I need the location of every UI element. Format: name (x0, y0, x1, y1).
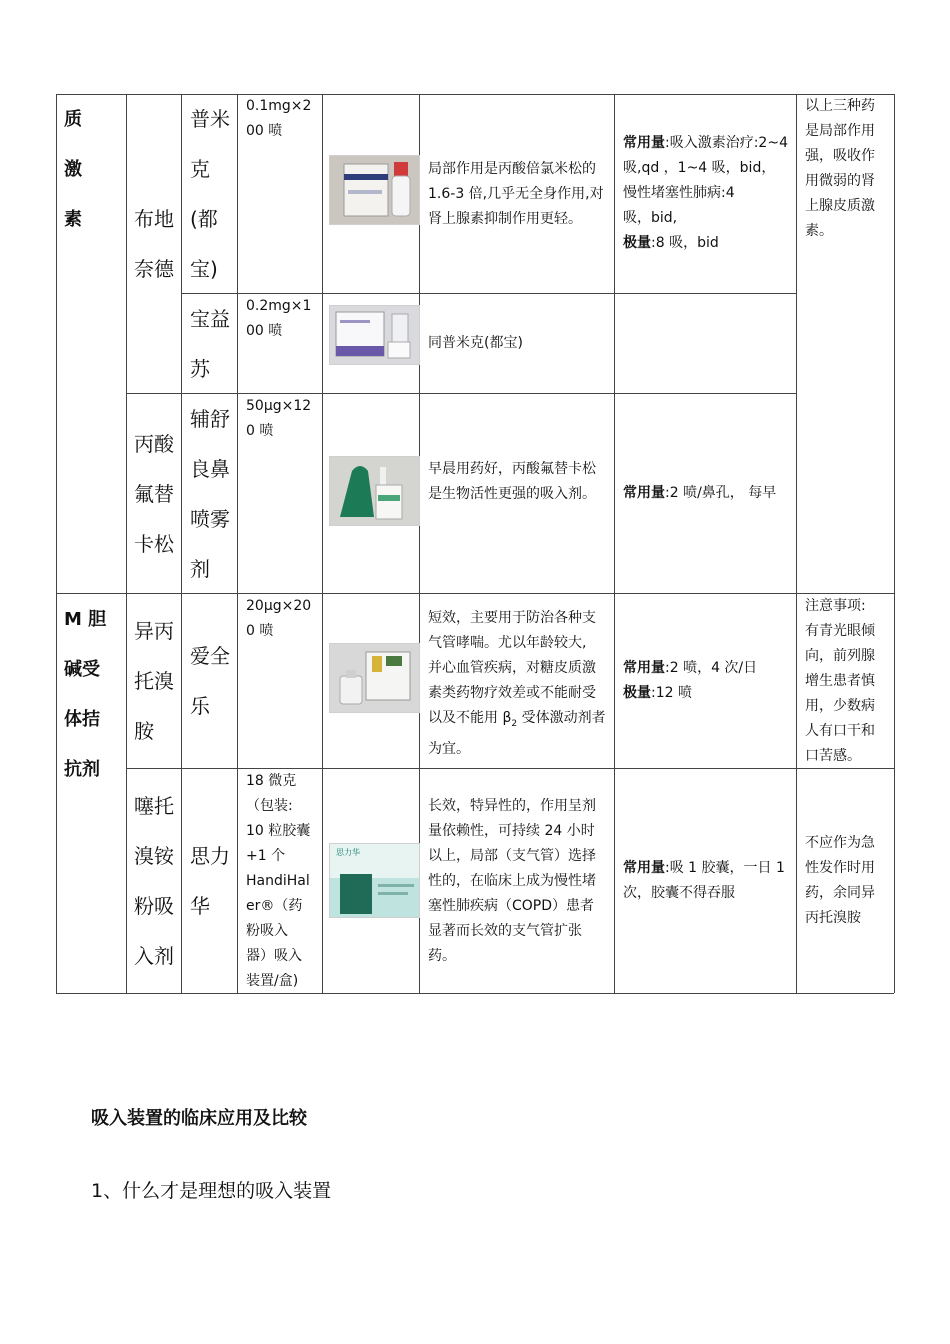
generic-tiotropium: 噻托 溴铵 粉吸 入剂 (134, 794, 174, 968)
class-corticosteroid-cell: 质 激 素 (64, 109, 82, 230)
brand-atrovent: 爱全 乐 (190, 644, 230, 718)
brand-spiriva: 思力 华 (190, 844, 230, 918)
desc-flixonase: 早晨用药好，丙酸氟替卡松 是生物活性更强的吸入剂。 (428, 461, 596, 502)
spec-atrovent: 20μg×20 0 喷 (246, 598, 312, 639)
desc-spiriva: 长效，特异性的，作用呈剂 量依赖性，可持续 24 小时 以上，局部（支气管）选择 性的，在临床上成为慢性堵 塞性肺疾病（COPD）患者 显著而长效的支气管扩张 药。 (428, 798, 596, 964)
nasal-spray-image (329, 456, 420, 526)
brand-flixonase: 辅舒 良鼻 喷雾 剂 (190, 407, 230, 581)
desc-baoyisu: 同普米克(都宝) (428, 335, 523, 351)
atrovent-image (329, 643, 420, 713)
generic-fluticasone: 丙酸 氟替 卡松 (134, 432, 174, 556)
pulmicort-inhaler-image (329, 155, 420, 225)
generic-budesonide: 布地 奈德 (134, 207, 174, 281)
desc-atrovent: 短效，主要用于防治各种支 气管哮喘。尤以年龄较大, 并心血管疾病，对糖皮质激 素类药物疗效差或不能耐受 以及不能用 $\beta_2$ 受体激动剂者 为宜。 (428, 610, 606, 757)
desc-pulmicort: 局部作用是丙酸倍氯米松的 1.6-3 倍,几乎无全身作用,对 肾上腺素抑制作用更轻。 (428, 161, 604, 227)
spiriva-box-brand-text: 思力华 (336, 848, 360, 857)
subheading: 1、什么才是理想的吸入装置 (91, 1180, 332, 1202)
spiriva-box-drawing (330, 844, 419, 917)
brand-baoyisu: 宝益 苏 (190, 307, 230, 381)
note-atrovent: 注意事项: 有青光眼倾 向，前列腺 增生患者慎 用，少数病 人有口干和 口苦感。 (805, 598, 875, 764)
dose-pulmicort: 常用量:吸入激素治疗:2~4 吸,qd ，1~4 吸，bid， 慢性堵塞性肺病:4 吸，bid, 极量:8 吸，bid (623, 135, 788, 251)
note-spiriva: 不应作为急 性发作时用 药，余同异 丙托溴胺 (805, 835, 875, 926)
spec-baoyisu: 0.2mg×1 00 喷 (246, 298, 312, 339)
class-anticholinergic-cell: M 胆 碱受 体拮 抗剂 (64, 609, 107, 780)
dose-atrovent: 常用量:2 喷，4 次/日 极量:12 喷 (623, 660, 758, 701)
atrovent-drawing (330, 644, 419, 712)
pulmicort-inhaler-drawing (330, 156, 419, 224)
baoyisu-inhaler-drawing (330, 306, 419, 364)
spec-pulmicort: 0.1mg×2 00 喷 (246, 98, 312, 139)
dose-spiriva: 常用量:吸 1 胶囊，一日 1 次，胶囊不得吞服 (623, 860, 785, 901)
nasal-spray-drawing (330, 457, 419, 525)
dose-flixonase: 常用量:2 喷/鼻孔， 每早 (623, 485, 777, 501)
brand-pulmicort: 普米 克 (都 宝) (190, 107, 230, 281)
generic-ipratropium: 异丙 托溴 胺 (134, 619, 174, 743)
spec-flixonase: 50μg×12 0 喷 (246, 398, 312, 439)
spiriva-box-image (329, 843, 420, 918)
section-heading: 吸入装置的临床应用及比较 (91, 1108, 307, 1129)
baoyisu-inhaler-image (329, 305, 420, 365)
spec-spiriva: 18 微克 （包装: 10 粒胶囊 +1 个 HandiHal er®（药 粉吸入 器）吸入 装置/盒) (246, 773, 311, 989)
note-corticosteroids: 以上三种药 是局部作用 强，吸收作 用微弱的肾 上腺皮质激 素。 (805, 98, 875, 239)
